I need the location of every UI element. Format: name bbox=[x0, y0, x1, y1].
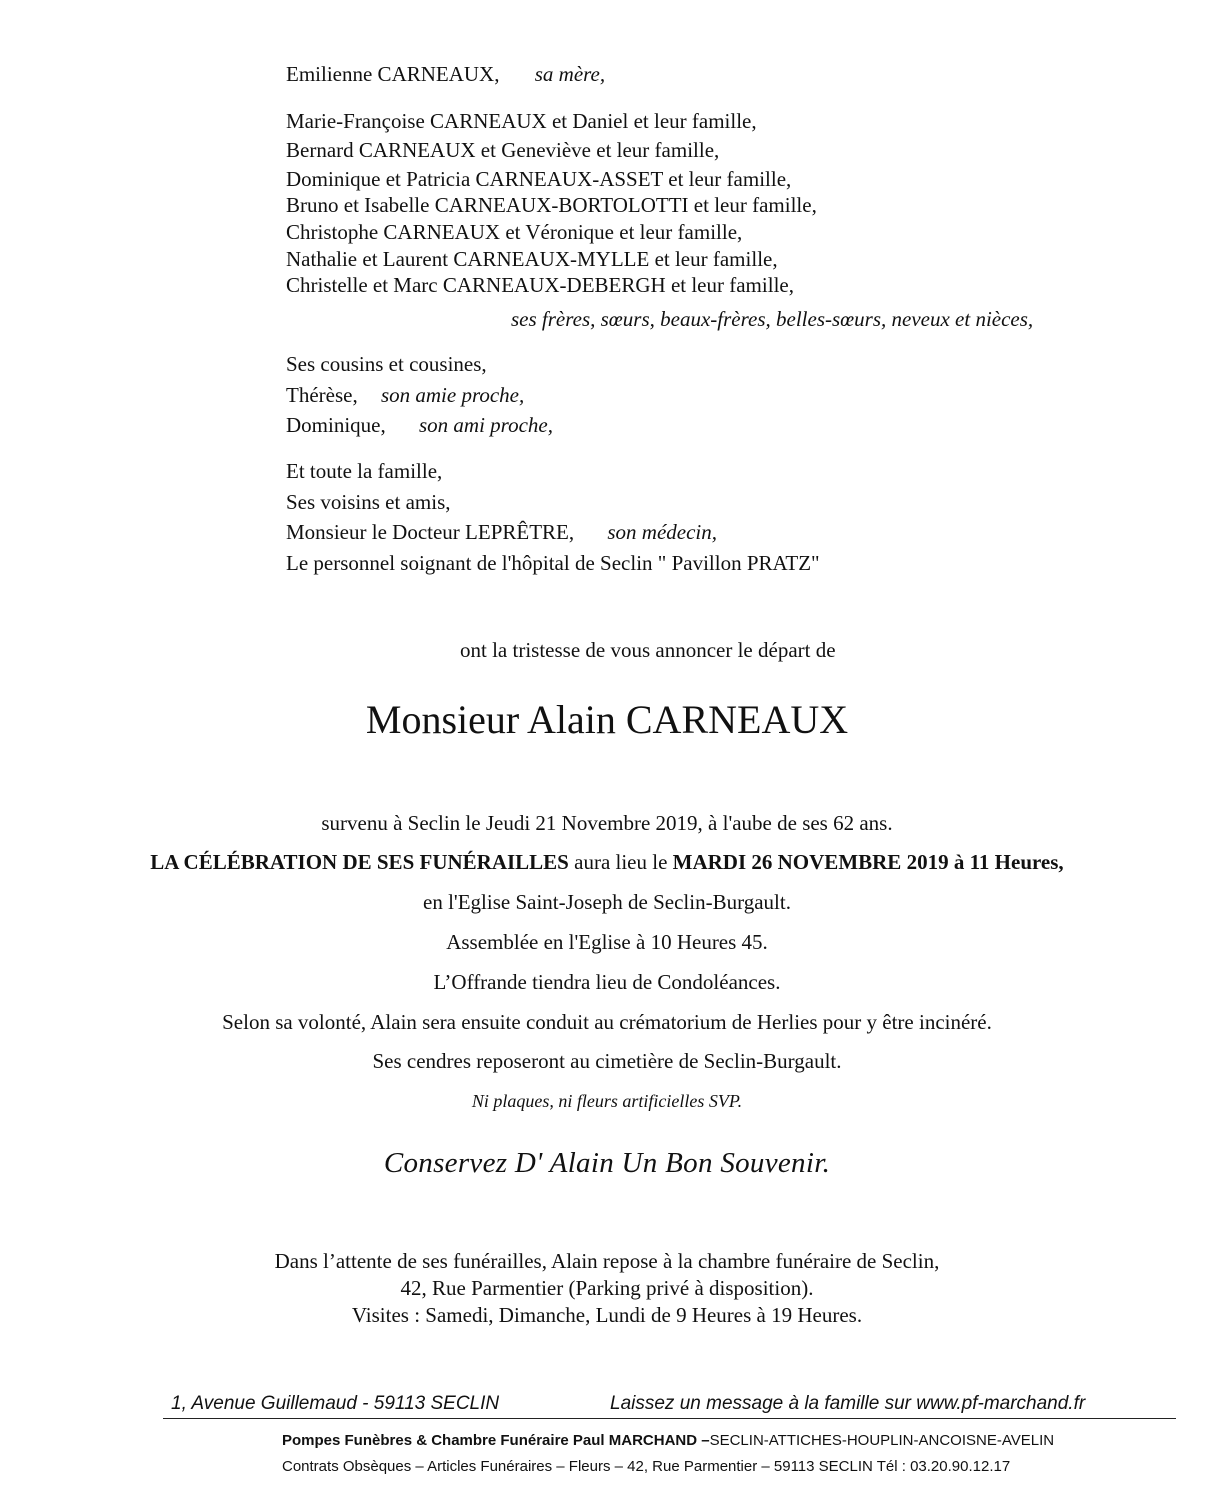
souvenir-line: Conservez D' Alain Un Bon Souvenir. bbox=[383, 1147, 831, 1179]
cousins-line: Ses cousins et cousines, bbox=[286, 352, 487, 376]
ceremony-lead: LA CÉLÉBRATION DE SES FUNÉRAILLES bbox=[150, 850, 569, 874]
footer-divider bbox=[163, 1418, 1176, 1419]
friend2-name: Dominique, bbox=[286, 413, 386, 437]
ashes-line: Ses cendres reposeront au cimetière de Seclin-Burgault. bbox=[372, 1049, 842, 1073]
friend1-line bbox=[286, 382, 524, 408]
ceremony-middle: aura lieu le bbox=[568, 850, 673, 874]
cremation-line: Selon sa volonté, Alain sera ensuite conduit au crématorium de Herlies pour y être incinéré. bbox=[222, 1010, 992, 1034]
friend2-role: son ami proche, bbox=[419, 413, 553, 437]
sibling-line: Christophe CARNEAUX et Véronique et leur famille, bbox=[286, 220, 743, 244]
church-line: en l'Eglise Saint-Joseph de Seclin-Burgault. bbox=[423, 890, 791, 914]
footer-message: Laissez un message à la famille sur www.pf-marchand.fr bbox=[610, 1393, 1086, 1414]
siblings-role: ses frères, sœurs, beaux-frères, belles-sœurs, neveux et nièces, bbox=[511, 307, 1034, 331]
sibling-line: Bruno et Isabelle CARNEAUX-BORTOLOTTI et leur famille, bbox=[286, 193, 817, 217]
doctor-role: son médecin, bbox=[607, 520, 718, 544]
offering-line: L’Offrande tiendra lieu de Condoléances. bbox=[433, 970, 781, 994]
doctor-name: Monsieur le Docteur LEPRÊTRE, bbox=[286, 520, 575, 544]
staff-line: Le personnel soignant de l'hôpital de Seclin " Pavillon PRATZ" bbox=[286, 551, 820, 575]
deceased-name: Monsieur Alain CARNEAUX bbox=[365, 697, 849, 742]
mother-role: sa mère, bbox=[534, 62, 606, 86]
friend1-name: Thérèse, bbox=[286, 383, 358, 407]
sibling-line: Nathalie et Laurent CARNEAUX-MYLLE et leur famille, bbox=[286, 247, 778, 271]
footer-contracts: Contrats Obsèques – Articles Funéraires – Fleurs – 42, Rue Parmentier – 59113 SECLIN Tél : 03.20.90.12.17 bbox=[282, 1458, 1011, 1475]
footer-address: 1, Avenue Guillemaud - 59113 SECLIN bbox=[171, 1393, 500, 1414]
friend2-line bbox=[286, 412, 553, 438]
doctor-line bbox=[286, 519, 717, 545]
rest-line: Dans l’attente de ses funérailles, Alain repose à la chambre funéraire de Seclin, bbox=[274, 1249, 940, 1273]
mother-line bbox=[286, 61, 605, 87]
family-line: Et toute la famille, bbox=[286, 459, 443, 483]
ceremony-line bbox=[0, 849, 1214, 875]
friend1-role: son amie proche, bbox=[380, 383, 525, 407]
sibling-line: Dominique et Patricia CARNEAUX-ASSET et leur famille, bbox=[286, 167, 792, 191]
death-info: survenu à Seclin le Jeudi 21 Novembre 2019, à l'aube de ses 62 ans. bbox=[321, 811, 893, 835]
rest-line: Visites : Samedi, Dimanche, Lundi de 9 Heures à 19 Heures. bbox=[351, 1303, 863, 1327]
assembly-line: Assemblée en l'Eglise à 10 Heures 45. bbox=[446, 930, 768, 954]
sibling-line: Bernard CARNEAUX et Geneviève et leur famille, bbox=[286, 138, 720, 162]
ceremony-date: MARDI 26 NOVEMBRE 2019 à 11 Heures, bbox=[672, 850, 1064, 874]
no-plaques-line: Ni plaques, ni fleurs artificielles SVP. bbox=[471, 1091, 743, 1111]
footer-company-line bbox=[282, 1428, 1054, 1454]
footer-company: Pompes Funèbres & Chambre Funéraire Paul MARCHAND – bbox=[282, 1432, 710, 1449]
rest-line: 42, Rue Parmentier (Parking privé à disposition). bbox=[400, 1276, 814, 1300]
sibling-line: Marie-Françoise CARNEAUX et Daniel et leur famille, bbox=[286, 109, 757, 133]
sibling-line: Christelle et Marc CARNEAUX-DEBERGH et leur famille, bbox=[286, 273, 794, 297]
announce-line: ont la tristesse de vous annoncer le départ de bbox=[460, 638, 836, 662]
footer-towns: SECLIN-ATTICHES-HOUPLIN-ANCOISNE-AVELIN bbox=[709, 1432, 1055, 1449]
neighbors-line: Ses voisins et amis, bbox=[286, 490, 451, 514]
mother-name: Emilienne CARNEAUX, bbox=[286, 62, 500, 86]
